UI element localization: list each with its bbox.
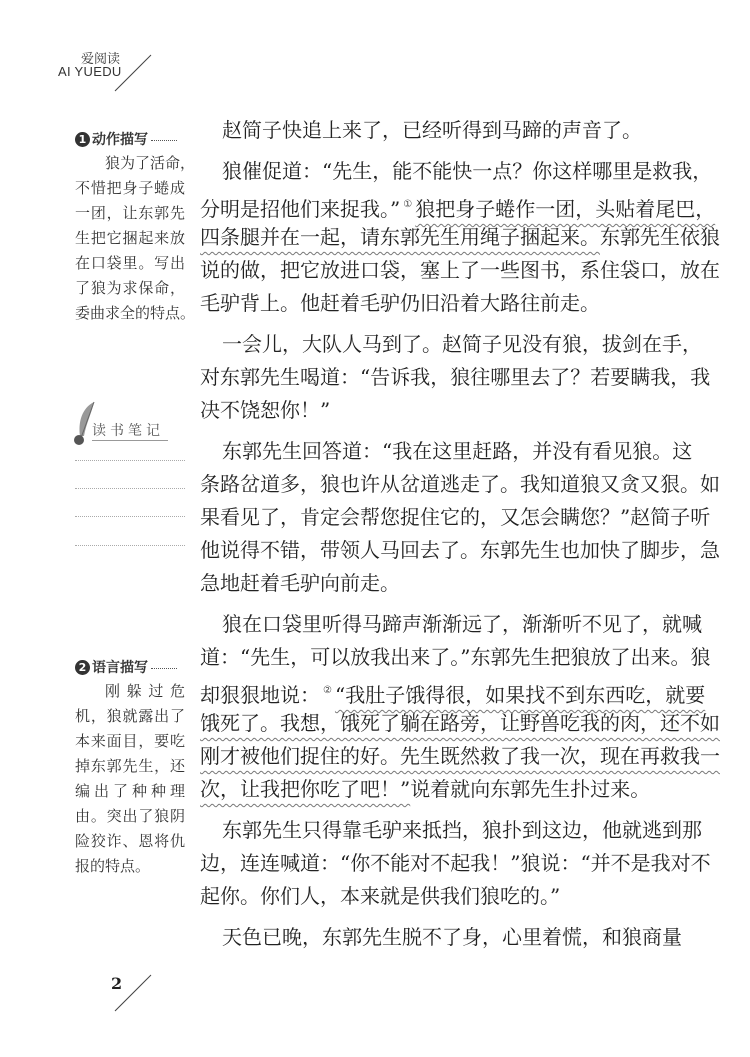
note-line: 掉东郭先生，还 bbox=[75, 757, 185, 775]
note-line: 险狡诈、恩将仇 bbox=[75, 832, 185, 850]
text-segment: 一会儿，大队人马到了。赵简子见没有狼，拔剑在手， bbox=[222, 332, 702, 356]
paragraph bbox=[200, 114, 667, 147]
text-segment: 天色已晚，东郭先生脱不了身，心里着慌，和狼商量 bbox=[222, 925, 682, 949]
note-line: 了狼为求保命， bbox=[75, 279, 185, 297]
text-line bbox=[200, 814, 702, 847]
note-title bbox=[75, 129, 185, 151]
annotation-language-description bbox=[75, 657, 185, 879]
text-line bbox=[200, 880, 667, 913]
text-segment: 东郭先生回答道：“我在这里赶路，并没有看见狼。这 bbox=[222, 439, 693, 463]
paragraph bbox=[200, 608, 720, 806]
text-segment: 东郭先生依狼 bbox=[600, 225, 720, 249]
note-title bbox=[75, 657, 185, 679]
text-segment: 狼在口袋里听得马蹄声渐渐远了，渐渐听不见了，就喊 bbox=[222, 612, 702, 636]
text-segment: 急地赶着毛驴向前走。 bbox=[200, 571, 400, 595]
note-line: 由。突出了狼阴 bbox=[75, 807, 185, 825]
text-line bbox=[200, 221, 720, 254]
note-line: 一团，让东郭先 bbox=[75, 204, 185, 222]
note-line: 报的特点。 bbox=[75, 857, 151, 875]
reading-notes-header bbox=[72, 400, 172, 446]
text-segment: 条路岔道多，狼也许从岔道逃走了。我知道狼又贪又狠。如 bbox=[200, 472, 720, 496]
text-line bbox=[200, 468, 720, 501]
note-line: 本来面目，要吃 bbox=[75, 732, 185, 750]
text-line bbox=[200, 608, 702, 641]
note-line: 机，狼就露出了 bbox=[75, 707, 185, 725]
text-line bbox=[200, 641, 711, 674]
text-segment: 说着就向东郭先生扑过来。 bbox=[410, 777, 651, 801]
notes-line[interactable] bbox=[75, 545, 185, 546]
text-line bbox=[200, 534, 720, 567]
text-segment: 对东郭先生喝道：“告诉我，狼往哪里去了？若要瞒我，我 bbox=[200, 365, 711, 389]
text-line bbox=[200, 501, 711, 534]
highlighted-text: 次，让我把你吃了吧！” bbox=[200, 777, 411, 801]
note-line: 不惜把身子蜷成 bbox=[75, 179, 185, 197]
note-line: 生把它捆起来放 bbox=[75, 229, 185, 247]
note-number-badge: 1 bbox=[75, 132, 90, 147]
highlighted-text: “我肚子饿得很，如果找不到东西吃，就要 bbox=[334, 683, 706, 707]
text-line bbox=[200, 328, 702, 361]
text-segment: 决不饶恕你！” bbox=[200, 398, 331, 422]
text-segment: 狼催促道：“先生，能不能快一点？你这样哪里是救我， bbox=[222, 159, 713, 183]
text-line bbox=[200, 155, 713, 188]
text-line bbox=[200, 394, 667, 427]
note-title-text: 语言描写 bbox=[92, 660, 148, 676]
text-segment: 却狠狠地说： bbox=[200, 683, 320, 707]
header-title-cn: 爱阅读 bbox=[80, 52, 120, 67]
text-line bbox=[200, 254, 720, 287]
notes-line[interactable] bbox=[75, 488, 185, 489]
note-line: 委曲求全的特点。 bbox=[75, 304, 196, 322]
header-title-en: AI YUEDU bbox=[58, 64, 122, 79]
dotted-leader bbox=[151, 668, 177, 669]
annotation-action-description bbox=[75, 129, 196, 326]
paragraph bbox=[200, 328, 711, 427]
highlighted-text: 刚才被他们捉住的好。先生既然救了我一次，现在再救我一 bbox=[200, 744, 720, 768]
paragraph bbox=[200, 814, 711, 913]
text-line bbox=[200, 435, 693, 468]
highlighted-text: 四条腿并在一起，请东郭先生用绳子捆起来。 bbox=[200, 225, 600, 249]
highlighted-text: 饿死了。我想，饿死了躺在路旁，让野兽吃我的肉，还不如 bbox=[200, 711, 720, 735]
note-line: 在口袋里。写出 bbox=[75, 254, 185, 272]
text-segment: 起你。你们人，本来就是供我们狼吃的。” bbox=[200, 884, 561, 908]
footer-slash-divider bbox=[112, 972, 154, 1014]
text-line bbox=[200, 361, 711, 394]
text-line bbox=[200, 114, 667, 147]
dotted-leader bbox=[151, 140, 177, 141]
text-line bbox=[200, 773, 667, 806]
text-line bbox=[200, 740, 720, 773]
text-segment: 他说得不错，带领人马回去了。东郭先生也加快了脚步，急 bbox=[200, 538, 720, 562]
text-segment: 毛驴背上。他赶着毛驴仍旧沿着大路往前走。 bbox=[200, 291, 600, 315]
text-segment: 赵简子快追上来了，已经听得到马蹄的声音了。 bbox=[222, 118, 642, 142]
text-segment: 道：“先生，可以放我出来了。”东郭先生把狼放了出来。狼 bbox=[200, 645, 711, 669]
text-segment: 果看见了，肯定会帮您捉住它的，又怎会瞒您？”赵简子听 bbox=[200, 505, 711, 529]
reading-notes-label: 读书笔记 bbox=[92, 420, 168, 441]
annotation-marker[interactable]: ② bbox=[323, 685, 332, 696]
text-segment: 说的做，把它放进口袋，塞上了一些图书，系住袋口，放在 bbox=[200, 258, 720, 282]
text-segment: 分明是招他们来捉我。” bbox=[200, 197, 401, 221]
note-line: 狼为了活命， bbox=[105, 154, 196, 172]
highlighted-text: 狼把身子蜷作一团，头贴着尾巴， bbox=[415, 197, 716, 221]
note-number-badge: 2 bbox=[75, 660, 90, 675]
notes-line[interactable] bbox=[75, 516, 185, 517]
text-line bbox=[200, 921, 682, 954]
text-line bbox=[200, 847, 711, 880]
annotation-marker[interactable]: ① bbox=[403, 199, 413, 210]
text-segment: 东郭先生只得靠毛驴来抵挡，狼扑到这边，他就逃到那 bbox=[222, 818, 702, 842]
paragraph bbox=[200, 921, 682, 954]
text-segment: 边，连连喊道：“你不能对不起我！”狼说：“并不是我对不 bbox=[200, 851, 711, 875]
text-line bbox=[200, 287, 667, 320]
paragraph bbox=[200, 435, 720, 600]
header-slash-divider bbox=[112, 52, 154, 94]
text-line bbox=[200, 707, 720, 740]
text-line bbox=[200, 674, 706, 707]
note-line: 刚躲过危 bbox=[105, 682, 185, 700]
text-line bbox=[200, 567, 667, 600]
story-text bbox=[200, 114, 720, 962]
note-line: 编出了种种理 bbox=[75, 782, 185, 800]
paragraph bbox=[200, 155, 720, 320]
page-number: 2 bbox=[111, 974, 123, 993]
note-title-text: 动作描写 bbox=[92, 132, 148, 148]
notes-line[interactable] bbox=[75, 460, 185, 461]
text-line bbox=[200, 188, 716, 221]
